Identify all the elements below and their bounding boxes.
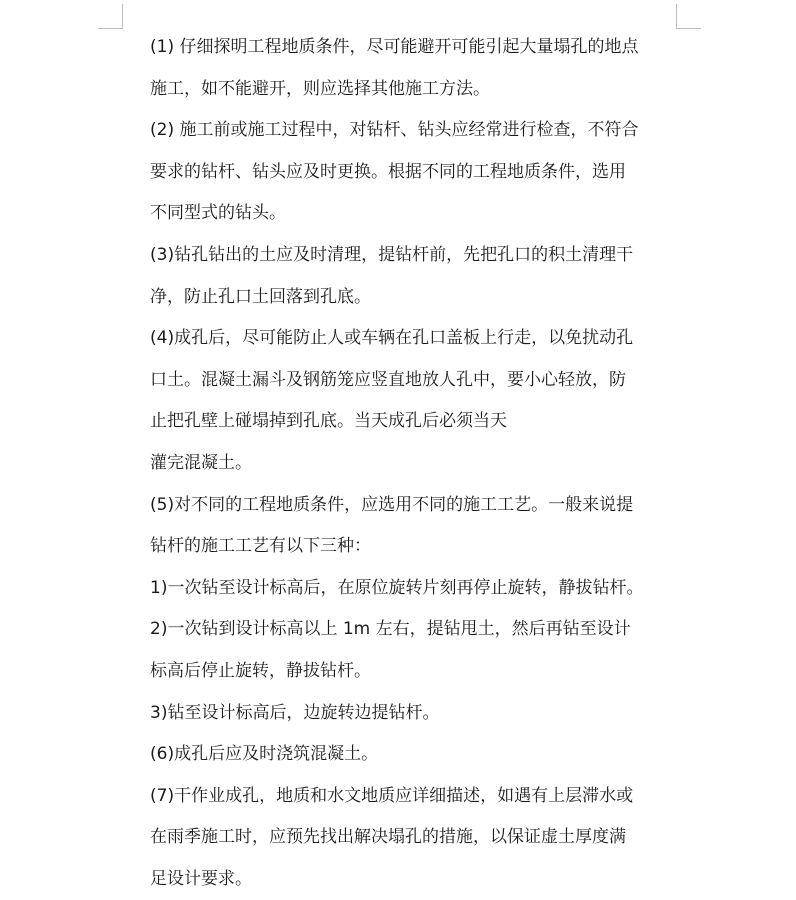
text-line: (5)对不同的工程地质条件，应选用不同的施工工艺。一般来说提 xyxy=(150,494,634,515)
text-line: 在雨季施工时，应预先找出解决塌孔的措施，以保证虚土厚度满 xyxy=(150,827,626,848)
text-line: 净，防止孔口土回落到孔底。 xyxy=(150,286,371,307)
page-corner-mark-top-right xyxy=(676,4,701,29)
text-line: (6)成孔后应及时浇筑混凝土。 xyxy=(150,744,379,765)
text-line: 口土。混凝土漏斗及钢筋笼应竖直地放人孔中，要小心轻放，防 xyxy=(150,369,626,390)
text-line: (2) 施工前或施工过程中，对钻杆、钻头应经常进行检查，不符合 xyxy=(150,120,639,141)
page-corner-mark-top-left xyxy=(98,4,123,29)
text-line: 施工，如不能避开，则应选择其他施工方法。 xyxy=(150,78,490,99)
text-line: 足设计要求。 xyxy=(150,868,252,889)
text-line: 不同型式的钻头。 xyxy=(150,203,286,224)
text-line: 标高后停止旋转，静拔钻杆。 xyxy=(150,660,371,681)
text-line: (1) 仔细探明工程地质条件，尽可能避开可能引起大量塌孔的地点 xyxy=(150,37,639,57)
text-line: 止把孔壁上碰塌掉到孔底。当天成孔后必须当天 xyxy=(150,411,507,432)
text-line: 2)一次钻到设计标高以上 1m 左右，提钻甩土，然后再钻至设计 xyxy=(150,619,631,640)
text-line: (7)干作业成孔，地质和水文地质应详细描述，如遇有上层滞水或 xyxy=(150,785,634,806)
text-line: (4)成孔后，尽可能防止人或车辆在孔口盖板上行走，以免扰动孔 xyxy=(150,328,634,349)
text-line: 钻杆的施工工艺有以下三种： xyxy=(150,536,371,557)
text-line: 3)钻至设计标高后，边旋转边提钻杆。 xyxy=(150,702,440,723)
document-body xyxy=(150,27,680,900)
text-line: (3)钻孔钻出的土应及时清理，提钻杆前，先把孔口的积土清理干 xyxy=(150,244,634,265)
text-line: 要求的钻杆、钻头应及时更换。根据不同的工程地质条件，选用 xyxy=(150,161,626,182)
text-line: 1)一次钻至设计标高后，在原位旋转片刻再停止旋转，静拔钻杆。 xyxy=(150,577,644,598)
text-line: 灌完混凝土。 xyxy=(150,452,252,473)
